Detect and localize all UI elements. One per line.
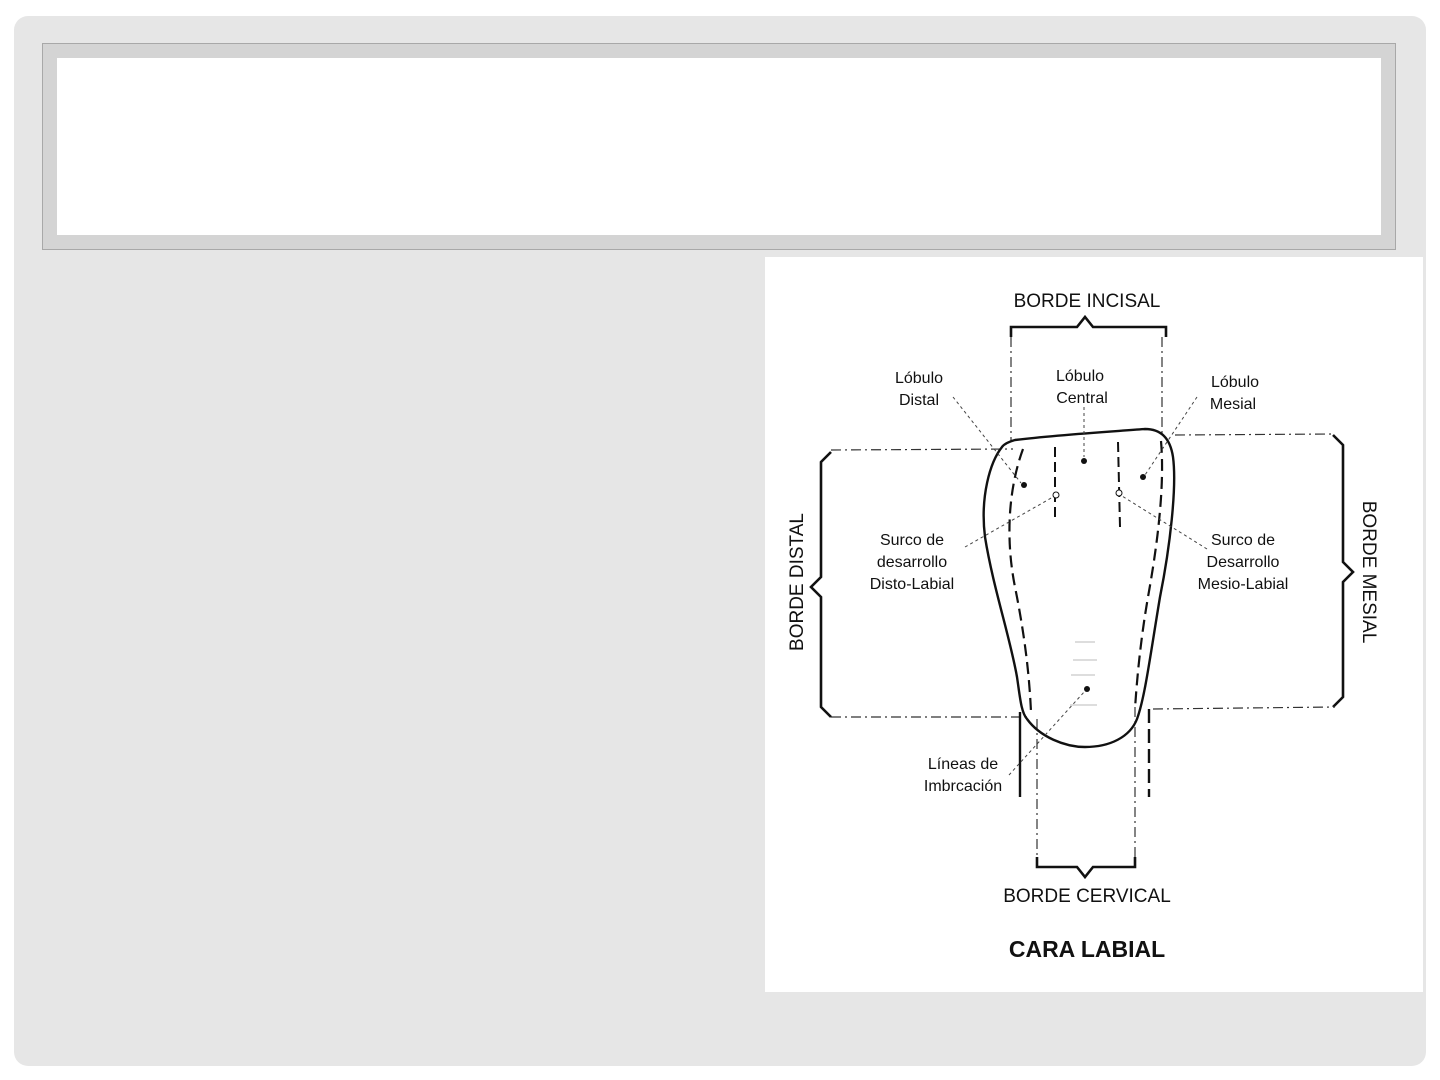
label-lineas-2: Imbrcación <box>923 778 1003 795</box>
label-borde-cervical: BORDE CERVICAL <box>1003 886 1171 907</box>
title-placeholder <box>42 43 1396 250</box>
lobe-central-dot <box>1081 458 1087 464</box>
lobe-distal-dot <box>1021 482 1027 488</box>
label-lobulo-mesial-2: Mesial <box>1209 396 1257 413</box>
label-surco-mesio-2: Desarrollo <box>1206 554 1280 571</box>
mesial-bracket <box>1333 435 1353 707</box>
label-surco-disto-3: Disto-Labial <box>869 576 955 593</box>
label-borde-distal: BORDE DISTAL <box>787 513 808 651</box>
imbrication-marks <box>1070 642 1097 705</box>
labial-contour-dashed <box>1009 441 1162 712</box>
slide <box>14 16 1426 1066</box>
groove-distal-marker <box>1053 492 1059 498</box>
label-borde-incisal: BORDE INCISAL <box>1013 291 1161 312</box>
groove-mesial-marker <box>1116 490 1122 496</box>
label-lobulo-mesial-1: Lóbulo <box>1210 374 1260 391</box>
label-lineas-1: Líneas de <box>927 756 999 773</box>
cervical-bracket <box>1037 857 1135 877</box>
label-borde-mesial: BORDE MESIAL <box>1358 500 1379 644</box>
tooth-diagram-figure <box>765 257 1423 992</box>
label-lobulo-central-2: Central <box>1056 390 1108 407</box>
label-surco-mesio-1: Surco de <box>1210 532 1276 549</box>
label-surco-disto-1: Surco de <box>879 532 945 549</box>
leader-surco-mesio <box>1122 496 1207 549</box>
tooth-diagram <box>765 257 1423 992</box>
incisal-bracket <box>1011 317 1166 337</box>
label-surco-disto-2: desarrollo <box>876 554 948 571</box>
mesial-projection-top <box>1175 434 1335 435</box>
lobe-mesial-dot <box>1140 474 1146 480</box>
groove-mesial <box>1118 442 1120 527</box>
label-lobulo-central-1: Lóbulo <box>1055 368 1105 385</box>
label-surco-mesio-3: Mesio-Labial <box>1197 576 1289 593</box>
label-lobulo-distal-2: Distal <box>898 392 940 409</box>
mesial-projection-bottom <box>1153 707 1335 709</box>
label-lobulo-distal-1: Lóbulo <box>894 370 944 387</box>
imbrication-dot <box>1084 686 1090 692</box>
caption-cara-labial: CARA LABIAL <box>1008 936 1166 962</box>
distal-projection-top <box>831 449 1013 450</box>
distal-bracket <box>811 452 831 717</box>
title-box <box>57 58 1381 235</box>
leader-lobulo-mesial <box>1145 397 1197 475</box>
